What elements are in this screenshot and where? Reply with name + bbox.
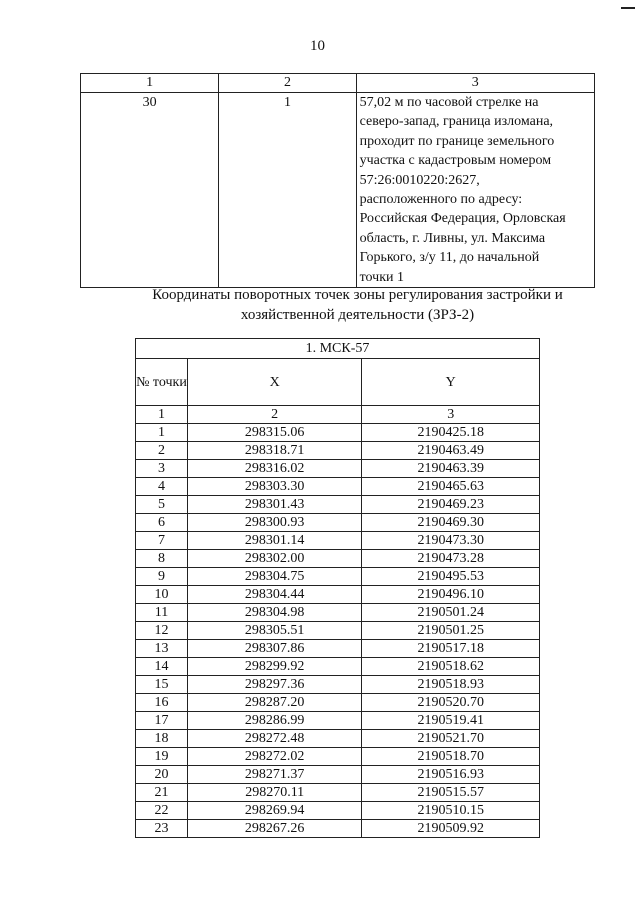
y-coordinate-cell: 2190515.57 [362, 784, 540, 802]
coordinates-body [136, 424, 540, 838]
table-row [136, 478, 540, 496]
x-coordinate-cell: 298315.06 [187, 424, 362, 442]
column-number-3: 3 [356, 74, 594, 93]
coordinates-table [135, 338, 540, 838]
column-number-2: 2 [219, 74, 356, 93]
point-number-cell: 11 [136, 604, 188, 622]
point-number-cell: 4 [136, 478, 188, 496]
description-line: проходит по границе земельного [359, 133, 555, 149]
x-coordinate-cell: 298271.37 [187, 766, 362, 784]
description-line: расположенного по адресу: [359, 192, 523, 208]
table-row [136, 730, 540, 748]
column-number-1: 1 [81, 74, 219, 93]
y-coordinate-cell: 2190521.70 [362, 730, 540, 748]
table-row [136, 550, 540, 568]
x-coordinate-cell: 298316.02 [187, 460, 362, 478]
description-line: Российская Федерация, Орловская [359, 211, 566, 227]
to-point-cell: 1 [219, 93, 356, 288]
table-row [136, 532, 540, 550]
column-numbers-row [136, 406, 540, 424]
point-number-cell: 5 [136, 496, 188, 514]
page-number: 10 [310, 38, 325, 54]
x-coordinate-cell: 298302.00 [187, 550, 362, 568]
table-header-row [81, 74, 595, 93]
x-coordinate-cell: 298305.51 [187, 622, 362, 640]
point-number-cell: 21 [136, 784, 188, 802]
y-coordinate-cell: 2190518.93 [362, 676, 540, 694]
coordinate-system-label: 1. МСК-57 [136, 339, 540, 359]
point-number-cell: 8 [136, 550, 188, 568]
x-coordinate-cell: 298272.02 [187, 748, 362, 766]
heading-line-1: Координаты поворотных точек зоны регулирования застройки и [152, 287, 563, 303]
y-coordinate-cell: 2190520.70 [362, 694, 540, 712]
point-number-cell: 13 [136, 640, 188, 658]
x-header: X [187, 359, 362, 406]
x-coordinate-cell: 298267.26 [187, 820, 362, 838]
table-row [136, 748, 540, 766]
x-coordinate-cell: 298304.98 [187, 604, 362, 622]
table-row [136, 784, 540, 802]
from-point-cell: 30 [81, 93, 219, 288]
y-header: Y [362, 359, 540, 406]
y-coordinate-cell: 2190501.24 [362, 604, 540, 622]
y-coordinate-cell: 2190516.93 [362, 766, 540, 784]
x-coordinate-cell: 298304.44 [187, 586, 362, 604]
section-heading [0, 285, 635, 325]
point-number-header: № точки [136, 359, 188, 406]
point-number-cell: 10 [136, 586, 188, 604]
x-coordinate-cell: 298287.20 [187, 694, 362, 712]
x-coordinate-cell: 298269.94 [187, 802, 362, 820]
point-number-cell: 19 [136, 748, 188, 766]
table-row [136, 586, 540, 604]
y-coordinate-cell: 2190510.15 [362, 802, 540, 820]
boundary-description-table [80, 73, 595, 288]
table-row [81, 93, 595, 288]
coordinate-system-row [136, 339, 540, 359]
y-coordinate-cell: 2190425.18 [362, 424, 540, 442]
table-row [136, 604, 540, 622]
y-coordinate-cell: 2190469.30 [362, 514, 540, 532]
y-coordinate-cell: 2190509.92 [362, 820, 540, 838]
point-number-cell: 9 [136, 568, 188, 586]
table-row [136, 442, 540, 460]
point-number-cell: 20 [136, 766, 188, 784]
x-coordinate-cell: 298307.86 [187, 640, 362, 658]
y-coordinate-cell: 2190469.23 [362, 496, 540, 514]
table-row [136, 820, 540, 838]
y-coordinate-cell: 2190463.49 [362, 442, 540, 460]
y-coordinate-cell: 2190519.41 [362, 712, 540, 730]
x-coordinate-cell: 298299.92 [187, 658, 362, 676]
point-number-cell: 16 [136, 694, 188, 712]
point-number-cell: 7 [136, 532, 188, 550]
table-row [136, 676, 540, 694]
description-line: северо-запад, граница изломана, [359, 114, 554, 130]
point-number-cell: 17 [136, 712, 188, 730]
table-row [136, 658, 540, 676]
point-number-cell: 1 [136, 424, 188, 442]
point-number-cell: 22 [136, 802, 188, 820]
y-coordinate-cell: 2190463.39 [362, 460, 540, 478]
y-coordinate-cell: 2190518.62 [362, 658, 540, 676]
x-coordinate-cell: 298318.71 [187, 442, 362, 460]
y-coordinate-cell: 2190518.70 [362, 748, 540, 766]
point-number-cell: 12 [136, 622, 188, 640]
corner-mark [621, 7, 635, 9]
column-number-1: 1 [136, 406, 188, 424]
x-coordinate-cell: 298270.11 [187, 784, 362, 802]
y-coordinate-cell: 2190473.30 [362, 532, 540, 550]
boundary-description-cell [356, 93, 594, 288]
table-row [136, 712, 540, 730]
point-number-cell: 14 [136, 658, 188, 676]
x-coordinate-cell: 298300.93 [187, 514, 362, 532]
coordinates-header-row [136, 359, 540, 406]
x-coordinate-cell: 298272.48 [187, 730, 362, 748]
point-number-cell: 23 [136, 820, 188, 838]
column-number-3: 3 [362, 406, 540, 424]
table-row [136, 802, 540, 820]
x-coordinate-cell: 298286.99 [187, 712, 362, 730]
description-line: Горького, з/у 11, до начальной [359, 250, 540, 266]
table-row [136, 568, 540, 586]
y-coordinate-cell: 2190517.18 [362, 640, 540, 658]
table-row [136, 640, 540, 658]
x-coordinate-cell: 298301.14 [187, 532, 362, 550]
description-line: область, г. Ливны, ул. Максима [359, 230, 546, 246]
x-coordinate-cell: 298304.75 [187, 568, 362, 586]
x-coordinate-cell: 298301.43 [187, 496, 362, 514]
table-row [136, 460, 540, 478]
x-coordinate-cell: 298297.36 [187, 676, 362, 694]
table-row [136, 496, 540, 514]
y-coordinate-cell: 2190501.25 [362, 622, 540, 640]
description-line: участка с кадастровым номером [359, 153, 552, 169]
point-number-cell: 2 [136, 442, 188, 460]
y-coordinate-cell: 2190473.28 [362, 550, 540, 568]
table-row [136, 622, 540, 640]
y-coordinate-cell: 2190465.63 [362, 478, 540, 496]
column-number-2: 2 [187, 406, 362, 424]
heading-line-2: хозяйственной деятельности (ЗРЗ-2) [240, 307, 475, 323]
point-number-cell: 6 [136, 514, 188, 532]
description-line: точки 1 [359, 269, 404, 285]
table-row [136, 694, 540, 712]
x-coordinate-cell: 298303.30 [187, 478, 362, 496]
description-line: 57:26:0010220:2627, [359, 172, 480, 188]
y-coordinate-cell: 2190495.53 [362, 568, 540, 586]
table-row [136, 766, 540, 784]
table-row [136, 424, 540, 442]
description-line: 57,02 м по часовой стрелке на [359, 95, 539, 110]
point-number-cell: 18 [136, 730, 188, 748]
point-number-cell: 3 [136, 460, 188, 478]
point-number-cell: 15 [136, 676, 188, 694]
table-row [136, 514, 540, 532]
y-coordinate-cell: 2190496.10 [362, 586, 540, 604]
